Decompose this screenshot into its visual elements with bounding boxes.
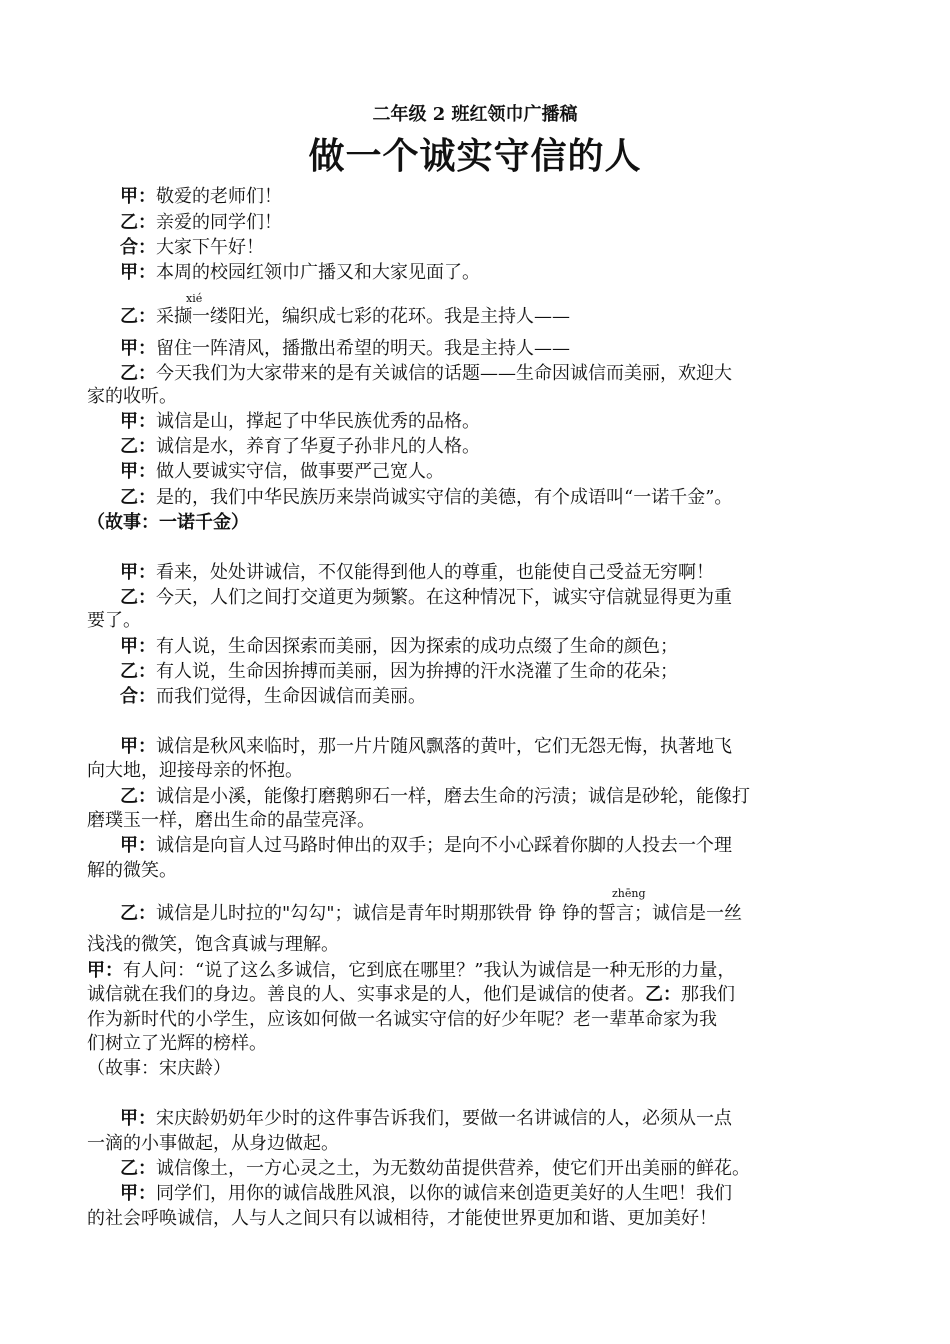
script-line <box>0 661 950 683</box>
line-text: 诚信是小溪，能像打磨鹅卵石一样，磨去生命的污渍；诚信是砂轮，能像打 <box>156 786 750 807</box>
speaker-label: 乙： <box>120 212 156 233</box>
speaker-label: 甲： <box>120 562 156 583</box>
script-line <box>0 436 950 458</box>
script-line <box>0 1158 950 1180</box>
script-line-continuation: 浅浅的微笑，饱含真诚与理解。 <box>87 934 339 955</box>
speaker-label: 甲： <box>120 411 156 432</box>
line-text: 同学们，用你的诚信战胜风浪，以你的诚信来创造更美好的人生吧！我们 <box>156 1183 732 1204</box>
script-line <box>0 487 950 509</box>
line-text: 宋庆龄奶奶年少时的这件事告诉我们，要做一名讲诚信的人，必须从一点 <box>156 1108 732 1129</box>
line-text: 本周的校园红领巾广播又和大家见面了。 <box>156 262 480 283</box>
speaker-label: 乙： <box>120 661 156 682</box>
script-line-continuation <box>0 984 950 1006</box>
line-text: 而我们觉得，生命因诚信而美丽。 <box>156 686 426 707</box>
script-line-continuation: 的社会呼唤诚信，人与人之间只有以诚相待，才能使世界更加和谐、更加美好！ <box>87 1208 717 1229</box>
script-line <box>0 1183 950 1205</box>
line-text: 有人问：“说了这么多诚信，它到底在哪里？”我认为诚信是一种无形的力量， <box>123 960 736 981</box>
speaker-label: 甲： <box>120 461 156 482</box>
script-line <box>0 636 950 658</box>
script-line <box>0 960 950 982</box>
script-line <box>0 237 950 259</box>
speaker-label: 乙： <box>120 306 156 327</box>
script-line <box>0 587 950 609</box>
speaker-label: 乙： <box>120 1158 156 1179</box>
story-heading: （故事：一诺千金） <box>87 512 249 533</box>
script-line-continuation: 作为新时代的小学生，应该如何做一名诚实守信的好少年呢？老一辈革命家为我 <box>87 1009 717 1030</box>
script-line <box>0 736 950 758</box>
speaker-label: 甲： <box>120 1183 156 1204</box>
script-line <box>0 338 950 360</box>
speaker-label: 甲： <box>120 186 156 207</box>
speaker-label: 甲： <box>120 262 156 283</box>
speaker-label: 甲： <box>87 960 123 981</box>
speaker-label: 甲： <box>120 338 156 359</box>
line-text: 诚信是水，养育了华夏子孙非凡的人格。 <box>156 436 480 457</box>
line-text: 亲爱的同学们！ <box>156 212 282 233</box>
script-line <box>0 686 950 708</box>
script-line <box>0 306 950 328</box>
line-text: 做人要诚实守信，做事要严己宽人。 <box>156 461 444 482</box>
script-line-continuation: 要了。 <box>87 610 141 631</box>
line-text: 诚信是秋风来临时，那一片片随风飘落的黄叶，它们无怨无悔，执著地飞 <box>156 736 732 757</box>
speaker-label: 甲： <box>120 636 156 657</box>
script-line-continuation: 一滴的小事做起，从身边做起。 <box>87 1133 339 1154</box>
script-line <box>0 363 950 385</box>
line-text: 诚信就在我们的身边。善良的人、实事求是的人，他们是诚信的使者。 <box>87 984 645 1005</box>
speaker-label: 乙： <box>120 436 156 457</box>
script-line <box>0 212 950 234</box>
script-line <box>0 262 950 284</box>
line-text: 采撷一缕阳光，编织成七彩的花环。我是主持人—— <box>156 306 570 327</box>
line-text: 诚信是山，撑起了中华民族优秀的品格。 <box>156 411 480 432</box>
document-subtitle: 二年级 2 班红领巾广播稿 <box>372 104 578 125</box>
line-text: 诚信像土，一方心灵之土，为无数幼苗提供营养，使它们开出美丽的鲜花。 <box>156 1158 750 1179</box>
pinyin-annotation: zhēng <box>612 887 646 900</box>
script-line <box>0 903 950 925</box>
speaker-label: 甲： <box>120 736 156 757</box>
line-text: 看来，处处讲诚信，不仅能得到他人的尊重，也能使自己受益无穷啊！ <box>156 562 714 583</box>
script-line-continuation: 磨璞玉一样，磨出生命的晶莹亮泽。 <box>87 810 375 831</box>
script-line <box>0 562 950 584</box>
script-line <box>0 186 950 208</box>
line-text: 诚信是儿时拉的"勾勾"；诚信是青年时期那铁骨 铮 铮的誓言；诚信是一丝 <box>156 903 742 924</box>
line-text: 今天我们为大家带来的是有关诚信的话题——生命因诚信而美丽，欢迎大 <box>156 363 732 384</box>
line-text: 诚信是向盲人过马路时伸出的双手；是向不小心踩着你脚的人投去一个理 <box>156 835 732 856</box>
story-heading: （故事：宋庆龄） <box>87 1058 231 1079</box>
line-text: 留住一阵清风，播撒出希望的明天。我是主持人—— <box>156 338 570 359</box>
speaker-label: 合： <box>120 686 156 707</box>
line-text: 敬爱的老师们！ <box>156 186 282 207</box>
line-text: 有人说，生命因探索而美丽，因为探索的成功点缀了生命的颜色； <box>156 636 678 657</box>
speaker-label: 乙： <box>120 587 156 608</box>
script-line <box>0 1108 950 1130</box>
line-text: 是的，我们中华民族历来崇尚诚实守信的美德，有个成语叫“一诺千金”。 <box>156 487 733 508</box>
speaker-label: 乙： <box>120 786 156 807</box>
speaker-label: 乙： <box>645 984 681 1005</box>
script-line-continuation: 向大地，迎接母亲的怀抱。 <box>87 760 303 781</box>
speaker-label: 乙： <box>120 487 156 508</box>
speaker-label: 合： <box>120 237 156 258</box>
speaker-label: 乙： <box>120 363 156 384</box>
script-line <box>0 835 950 857</box>
script-line <box>0 411 950 433</box>
pinyin-annotation: xié <box>186 292 203 305</box>
document-title: 做一个诚实守信的人 <box>308 135 642 177</box>
script-line <box>0 786 950 808</box>
line-text: 有人说，生命因拚搏而美丽，因为拚搏的汗水浇灌了生命的花朵； <box>156 661 678 682</box>
script-line-continuation: 们树立了光辉的榜样。 <box>87 1033 267 1054</box>
script-line <box>0 461 950 483</box>
speaker-label: 甲： <box>120 1108 156 1129</box>
script-line-continuation: 解的微笑。 <box>87 860 177 881</box>
speaker-label: 甲： <box>120 835 156 856</box>
line-text: 那我们 <box>681 984 735 1005</box>
line-text: 今天，人们之间打交道更为频繁。在这种情况下，诚实守信就显得更为重 <box>156 587 732 608</box>
line-text: 大家下午好！ <box>156 237 264 258</box>
script-line-continuation: 家的收听。 <box>87 386 177 407</box>
speaker-label: 乙： <box>120 903 156 924</box>
